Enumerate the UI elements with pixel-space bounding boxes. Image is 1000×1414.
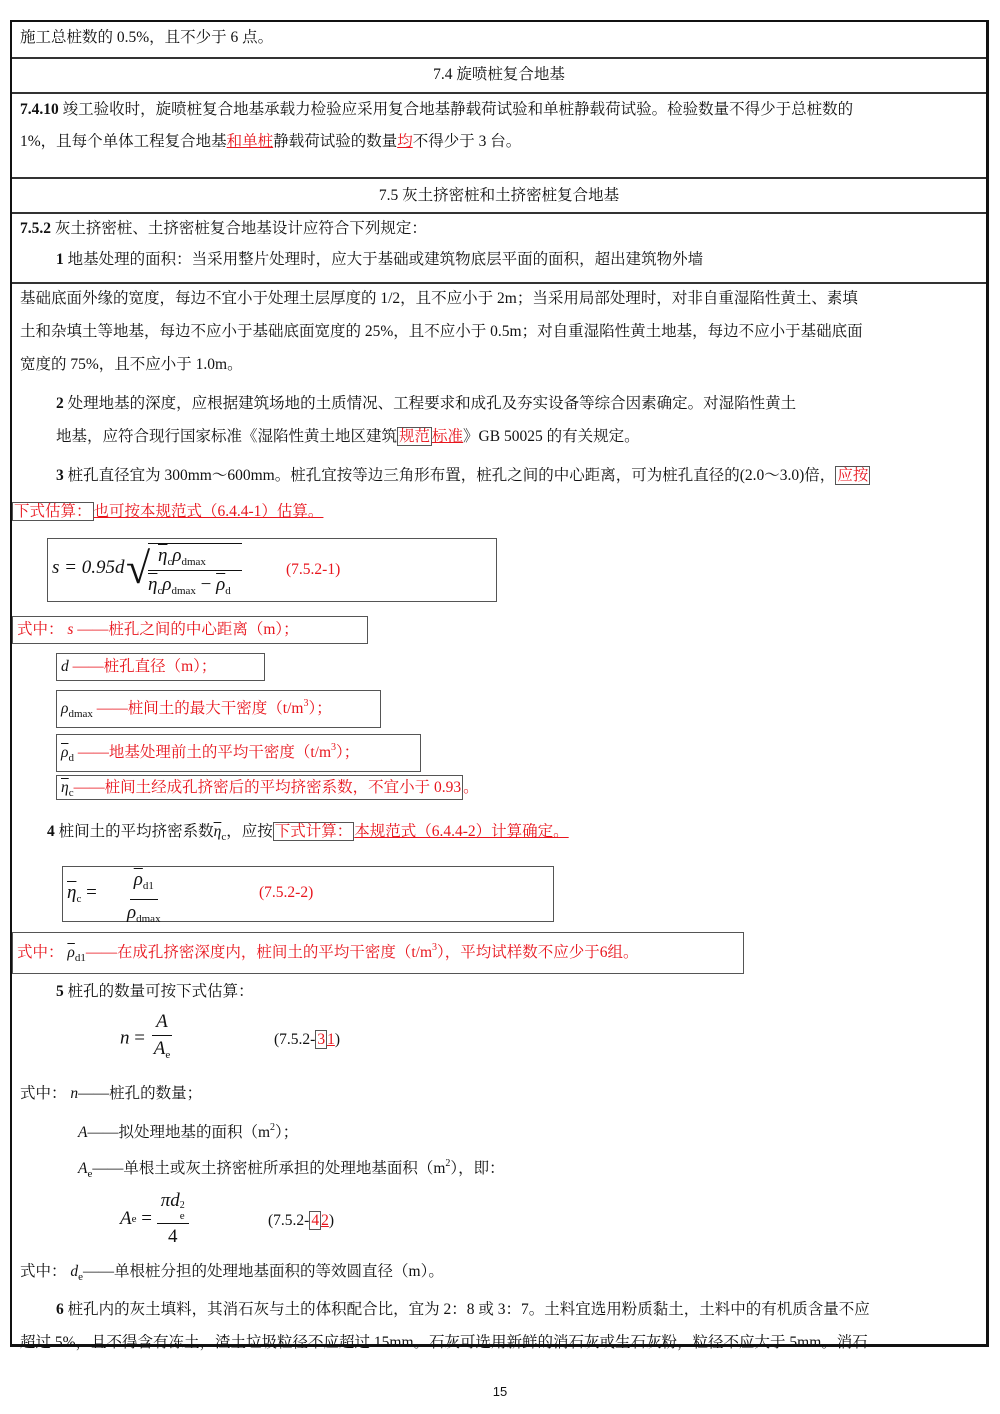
insertion-mark: 标准 [432, 428, 464, 445]
insertion-mark: 和单桩 [226, 133, 274, 150]
definition-n: 式中： n——桩孔的数量； [20, 1085, 203, 1102]
section-title-7-5: 7.5 灰土挤密桩和土挤密桩复合地基 [378, 187, 620, 204]
insertion-mark: 也可按本规范式（6.4.4-1）估算。 [93, 503, 324, 520]
deletion-mark: 下式计算： [274, 823, 353, 840]
document-table [10, 20, 989, 1351]
definition-d: d ——桩孔直径（m）； [56, 653, 265, 681]
item1-line2: 基础底面外缘的宽度，每边不宜小于处理土层厚度的 1/2，且不应小于 2m；当采用局部处理时，对非自重湿陷性黄土、素填 [20, 290, 858, 307]
formula-label: (7.5.2- 4 2) [268, 1212, 334, 1229]
deletion-mark: 下式估算： [14, 503, 92, 520]
insertion-mark: 1 [327, 1031, 335, 1048]
formula-7-5-2-2: $\overline{\eta}_c$ = $\frac{\overline{\rho}_{d1}}{\rho_{dmax}}$ (7.5.2-2) [62, 866, 554, 922]
item3-line1: 3 桩孔直径宜为 300mm～600mm。桩孔宜按等边三角形布置，桩孔之间的中心距离，可为桩孔直径的(2.0～3.0)倍， 应按 [56, 467, 869, 484]
insertion-mark: 均 [397, 133, 413, 150]
deletion-mark: 规范 [399, 428, 431, 445]
formula-7-5-2-1: s = 0.95d √ $\eta_c\rho_{dmax}$ $\overline{\eta}_c\rho_{dmax} - \overline{\rho}_d$ (7.5.2-1) [47, 538, 497, 602]
formula-7-5-2-3: n = $\frac{A}{A_e}$ [120, 1011, 171, 1061]
clause-7-4-10-line1: 7.4.10 竣工验收时，旋喷桩复合地基承载力检验应采用复合地基静载荷试验和单桩静载荷试验。检验数量不得少于总桩数的 [20, 101, 854, 118]
previous-clause-tail: 施工总桩数的 0.5%，且不少于 6 点。 [20, 29, 274, 46]
formula-label: (7.5.2- 3 1) [274, 1031, 340, 1048]
deletion-mark: 3 [317, 1031, 326, 1048]
item3-line2 [12, 502, 323, 522]
item1-line3: 土和杂填土等地基，每边不应小于基础底面宽度的 25%，且不应小于 0.5m；对自重湿陷性黄土地基，每边不应小于基础底面 [20, 323, 863, 340]
definition-eta-c: $\overline{\eta}_c——$桩间土经成孔挤密后的平均挤密系数，不宜小于 0.93 。 [56, 778, 479, 803]
item2-line1: 2 处理地基的深度，应根据建筑场地的土质情况、工程要求和成孔及夯实设备等综合因素确定。对湿陷性黄土 [56, 395, 797, 412]
formula-label: (7.5.2-2) [259, 884, 314, 901]
deletion-mark: 应按 [837, 467, 869, 484]
item5-line: 5 桩孔的数量可按下式估算： [56, 983, 254, 1000]
definition-rho-d: $\overline{\rho}_d$ ——地基处理前土的平均干密度$(t/m^3)$； [56, 734, 421, 772]
clause-number: 7.5.2 [20, 220, 51, 237]
item1-line1: 1 地基处理的面积：当采用整片处理时，应大于基础或建筑物底层平面的面积，超出建筑物外墙 [56, 251, 704, 268]
clause-7-5-2-intro: 7.5.2 灰土挤密桩、土挤密桩复合地基设计应符合下列规定： [20, 220, 427, 237]
row-section-7-5 [12, 179, 986, 214]
definition-rho-dmax: $\rho_{dmax}$ ——桩间土的最大干密度$(t/m^3)$； [56, 690, 381, 728]
definition-A: A——拟处理地基的面积$(m^2)$； [78, 1122, 299, 1141]
row-clause-7-5-2-body [12, 284, 986, 1351]
definition-Ae: $A_e——$单根土或灰土挤密桩所承担的处理地基面积$(m^2)$，即： [78, 1158, 505, 1180]
formula-label: (7.5.2-1) [286, 561, 341, 578]
formula1-denominator: $\overline{\eta}_c\rho_{dmax} - \overline{\rho}_d$ [148, 574, 231, 597]
row-clause-7-5-2-intro [12, 214, 986, 284]
clause-7-4-10-line2: 1%，且每个单体工程复合地基和单桩静载荷试验的数量均不得少于 3 台。 [20, 133, 522, 150]
definition-de: 式中： $d_e——$单根桩分担的处理地基面积的等效圆直径（m）。 [20, 1263, 444, 1283]
insertion-mark: 2 [321, 1212, 329, 1229]
section-title-7-4: 7.4 旋喷桩复合地基 [433, 66, 565, 83]
deletion-mark: 4 [311, 1212, 320, 1229]
insertion-mark: 本规范式（6.4.4-2）计算确定。 [354, 823, 569, 840]
row-previous-clause-tail [12, 22, 986, 59]
formula-7-5-2-4: Ae = πd 2 e 4 [120, 1190, 189, 1248]
formula2-fraction: $\frac{\overline{\rho}_{d1}}{\rho_{dmax}}$ [127, 869, 161, 925]
item6-line2: 超过 5%，且不得含有冻土，渣土垃圾粒径不应超过 15mm。石灰可选用新鲜的消石灰或生石灰粉，粒径不应大于 5mm。消石 [20, 1334, 868, 1351]
definition-s: 式中： s ——桩孔之间的中心距离（m）； [12, 616, 368, 644]
formula1-numerator: $\eta_c\rho_{dmax}$ [158, 545, 206, 568]
item2-line2: 地基，应符合现行国家标准《湿陷性黄土地区建筑 规范 标准》GB 50025 的有关规定。 [56, 428, 640, 445]
item6-line1: 6 桩孔内的灰土填料，其消石灰与土的体积配合比，宜为 2：8 或 3：7。土料宜选用粉质黏土，土料中的有机质含量不应 [56, 1301, 870, 1318]
page-number: 15 [492, 1384, 508, 1399]
row-clause-7-4-10 [12, 94, 986, 179]
row-section-7-4 [12, 59, 986, 94]
item1-line4: 宽度的 75%，且不应小于 1.0m。 [20, 356, 243, 373]
clause-number: 7.4.10 [20, 101, 59, 118]
sqrt-symbol: √ [126, 544, 151, 593]
definition-rho-d1: 式中： $\overline{\rho}_{d1}——$在成孔挤密深度内，桩间土的平均干密度$(t/m^3)$，平均试样数不应少于6组。 [12, 932, 744, 974]
item4-line: 4 桩间土的平均挤密系数$\overline{\eta}_c$，应按 下式计算： 本规范式（6.4.4-2）计算确定。 [47, 823, 569, 843]
